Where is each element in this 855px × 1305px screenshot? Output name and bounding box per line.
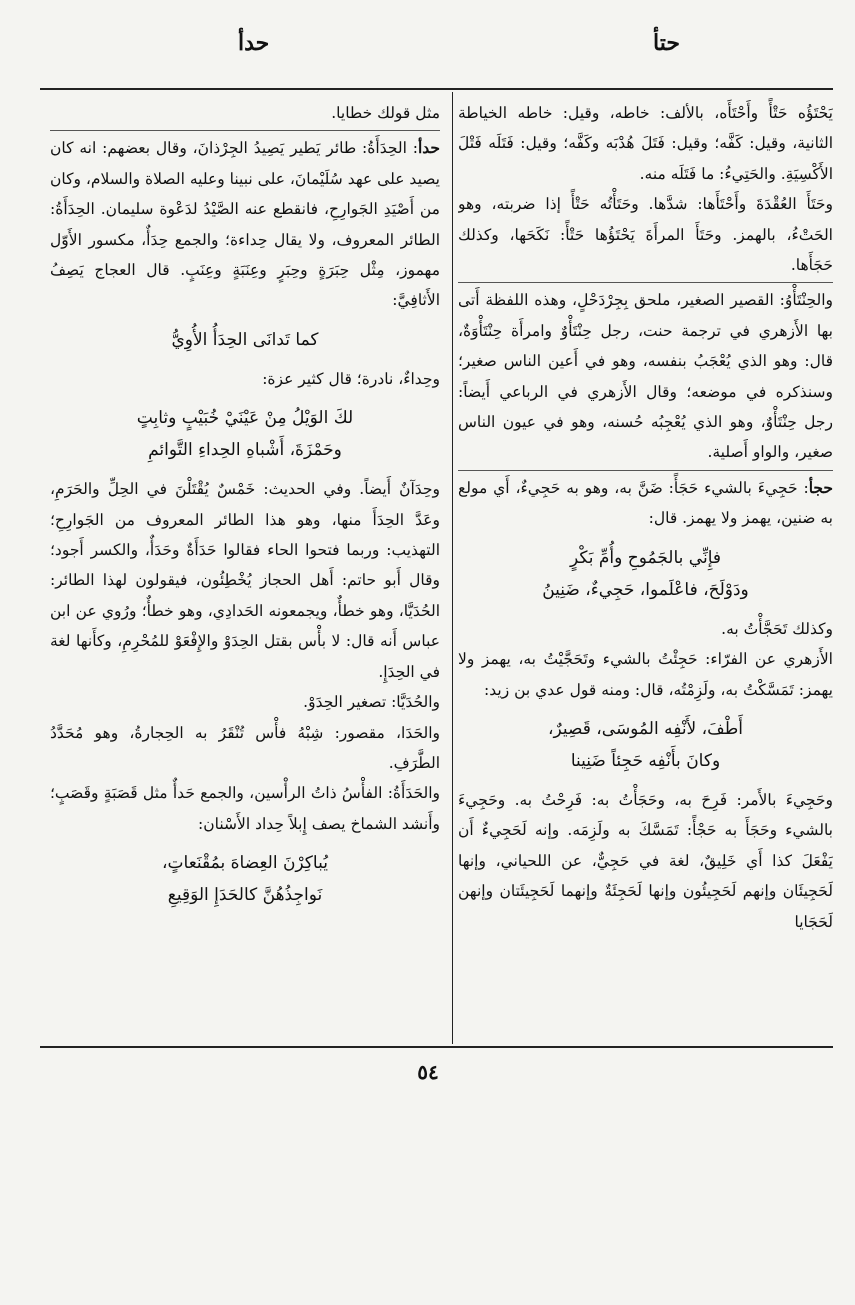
verse-line: وحَمْزَةَ، أَشْباهِ الحِداءِ التَّوائمِ bbox=[148, 440, 342, 461]
entry-paragraph: وحِدَآنٌ أَيضاً. وفي الحديث: خَمْسٌ يُقْتَلْنَ في الحِلِّ والحَرَمِ، وعَدَّ الحِدَأَ منها، وهو هذا الطائر المعروف من الجَوارِحِ؛ التهذيب: وربما فتحوا الحاء فقالوا حَدَأَةٌ وحَدَأٌ، والكسر أَجود؛ وقال أَبو حاتم: أَهل الحجاز يُخْطِئُون، فيقولون لهذا الطائر: الحُدَيَّا، وهو خطأٌ، ويجمعونه الحَدادِي، وهو خطأٌ؛ ورُوي عن ابن عباس أَنه قال: لا بأْس بقتل الحِدَوْ والإِفْعَوْ للمُحْرِمِ، وكأَنها لغة في الحِدَإِ. bbox=[50, 480, 440, 681]
top-rule bbox=[40, 88, 833, 90]
page-number: ٥٤ bbox=[417, 1060, 439, 1084]
entry-paragraph: وحِداءٌ، نادرة؛ قال كثير عزة: bbox=[262, 369, 440, 388]
entry-headword: حجأ bbox=[808, 477, 833, 497]
entry-paragraph: وكذلك تَحَجَّأْتُ به. bbox=[721, 619, 833, 638]
verse bbox=[50, 402, 440, 466]
verse bbox=[458, 713, 833, 777]
verse-line: وكانَ بأَنْفِه حَجِئاً ضَنِينا bbox=[570, 750, 721, 771]
verse-line: نَواجِذُهُنَّ كالحَدَإِ الوَقِيعِ bbox=[167, 885, 323, 906]
entry-paragraph: والحُدَيَّا: تصغير الحِدَوْ. bbox=[303, 693, 440, 712]
verse bbox=[50, 847, 440, 911]
entry-paragraph: والحِنْتَأْوُ: القصير الصغير، ملحق بِجِرْدَحْلٍ، وهذه اللفظة أَتى بها الأَزهري في ترجمة حنت، رجل حِنْتَأْوٌ وامرأَة حِنْتَأْوَةٌ، قال: وهو الذي يُعْجَبُ بنفسه، وهو في أَعين الناس صغير؛ وسنذكره في موضعه؛ وقال الأَزهري في الرباعي أَيضاً: رجل حِنْتَأْوٌ، وهو الذي يُعْجِبُه حُسنه، وهو في عيون الناس صغير، والواو أَصلية. bbox=[458, 282, 833, 467]
left-column bbox=[50, 98, 440, 1043]
entry-paragraph: الأَزهري عن الفرّاء: حَجِئْتُ بالشيء وتَحَجَّيْتُ به، يهمز ولا يهمز: تَمَسَّكْتُ به، ولَزِمْتُه، قال: ومنه قول عدي بن زيد: bbox=[458, 650, 833, 699]
entry-paragraph bbox=[458, 470, 833, 534]
right-column bbox=[458, 98, 833, 1043]
verse-line: لكَ الوَيْلُ مِنْ عَيْنَيْ خُبَيْبٍ وثابِتٍ bbox=[136, 408, 354, 429]
verse-line: يُباكِرْنَ العِضاهَ بمُقْنَعاتٍ، bbox=[162, 853, 328, 874]
entry-text: : حَجِيءَ بالشيء حَجَأً: ضَنَّ به، وهو به حَجِيءٌ، أَي مولع به ضنين، يهمز ولا يهمز. قال: bbox=[458, 478, 833, 528]
verse-line: فإِنِّي بالجَمُوحِ وأُمِّ بَكْرٍ bbox=[569, 547, 722, 568]
verse-line: ودَوْلَحَ، فاعْلَموا، حَجِيءٌ، ضَنِينُ bbox=[542, 579, 749, 600]
entry-paragraph: والحَدَأَةُ: الفأْسُ ذاتُ الرأْسين، والجمع حَدأٌ مثل قَصَبَةٍ وقَصَبٍ؛ وأَنشد الشماخ يصف إِبلاً حِداد الأَسْنان: bbox=[50, 784, 440, 833]
entry-text: : الحِدَأَةُ: طائر يَطير يَصِيدُ الجِرْذانَ، وقال بعضهم: انه كان يصيد على عهد سُلَيْمانَ، على نبينا وعليه الصلاة والسلام، وكان من أَصْيَدِ الجَوارِحِ، فانقطع عنه الصَّيْدُ لدَعْوة سليمان. الحِدَأَةُ: الطائر المعروف، ولا يقال حِداءة؛ والجمع حِدَأٌ، مكسور الأَوّل مهموز، مِثْل حِبَرَةٍ وحِبَرٍ وعِنَبَةٍ وعِنَبٍ. قال العجاج يَصِفُ الأَثافِيَّ: bbox=[50, 139, 440, 310]
column-divider bbox=[452, 92, 453, 1044]
bottom-rule bbox=[40, 1046, 833, 1048]
verse bbox=[50, 324, 440, 356]
verse-line: أَطْفَ، لأَنْفِه المُوسَى، قَصِيرٌ، bbox=[548, 718, 743, 739]
verse bbox=[458, 542, 833, 606]
running-head-left: حدأ bbox=[238, 30, 270, 56]
entry-paragraph: وحَتَأَ العُقْدَةَ وأَحْتَأَها: شدَّها. وحَتَأْتُه حَتْأً إذا ضربته، وهو الحَتْءُ، بالهمز. وحَتَأَ المرأَةَ يَحْتَؤُها حَتْأً: نَكَحَها، وكذلك حَجَأَها. bbox=[458, 195, 833, 275]
entry-headword: حدأ bbox=[417, 138, 440, 158]
entry-paragraph: وحَجِيءَ بالأَمر: فَرِحَ به، وحَجَأْتُ به: فَرِحْتُ به. وحَجِيءَ بالشيء وحَجَأَ به حَجْأً: تَمَسَّكَ به ولَزِمَه. وإنه لَحَجِيءٌ أَن يَفْعَلَ كذا أَي خَلِيقٌ، لغة في حَجِيٌّ، عن اللحياني، وإنها لَحَجِيئَان وإنهم لَحَجِيئُون وإنها لَحَجِئَةٌ وإنهما لَحَجِيئَتان وإنهن لَحَجَايا bbox=[458, 790, 833, 931]
entry-paragraph: والحَدَا، مقصور: شِبْهُ فأْس تُنْقَرُ به الحِجارةُ، وهو مُحَدَّدُ الطَّرَفِ. bbox=[50, 723, 440, 772]
entry-paragraph bbox=[50, 130, 440, 315]
entry-paragraph: يَحْتَؤُه حَتْأً وأَحْتَأَه، بالألف: خاطه، وقيل: خاطه الخياطة الثانية، وقيل: كَفَّه؛ وقيل: فَتَلَ هُدْبَه وكَفَّه؛ وقيل: فَتَلَه فَتْلَ الأَكْسِيَةِ. والحَتِيءُ: ما فَتَلَه منه. bbox=[458, 104, 833, 183]
verse-line: كما تَدانَى الحِدَأُ الأُوِيُّ bbox=[171, 329, 319, 350]
running-head-right: حتأ bbox=[653, 30, 680, 56]
entry-paragraph: مثل قولك خطايا. bbox=[331, 104, 440, 122]
